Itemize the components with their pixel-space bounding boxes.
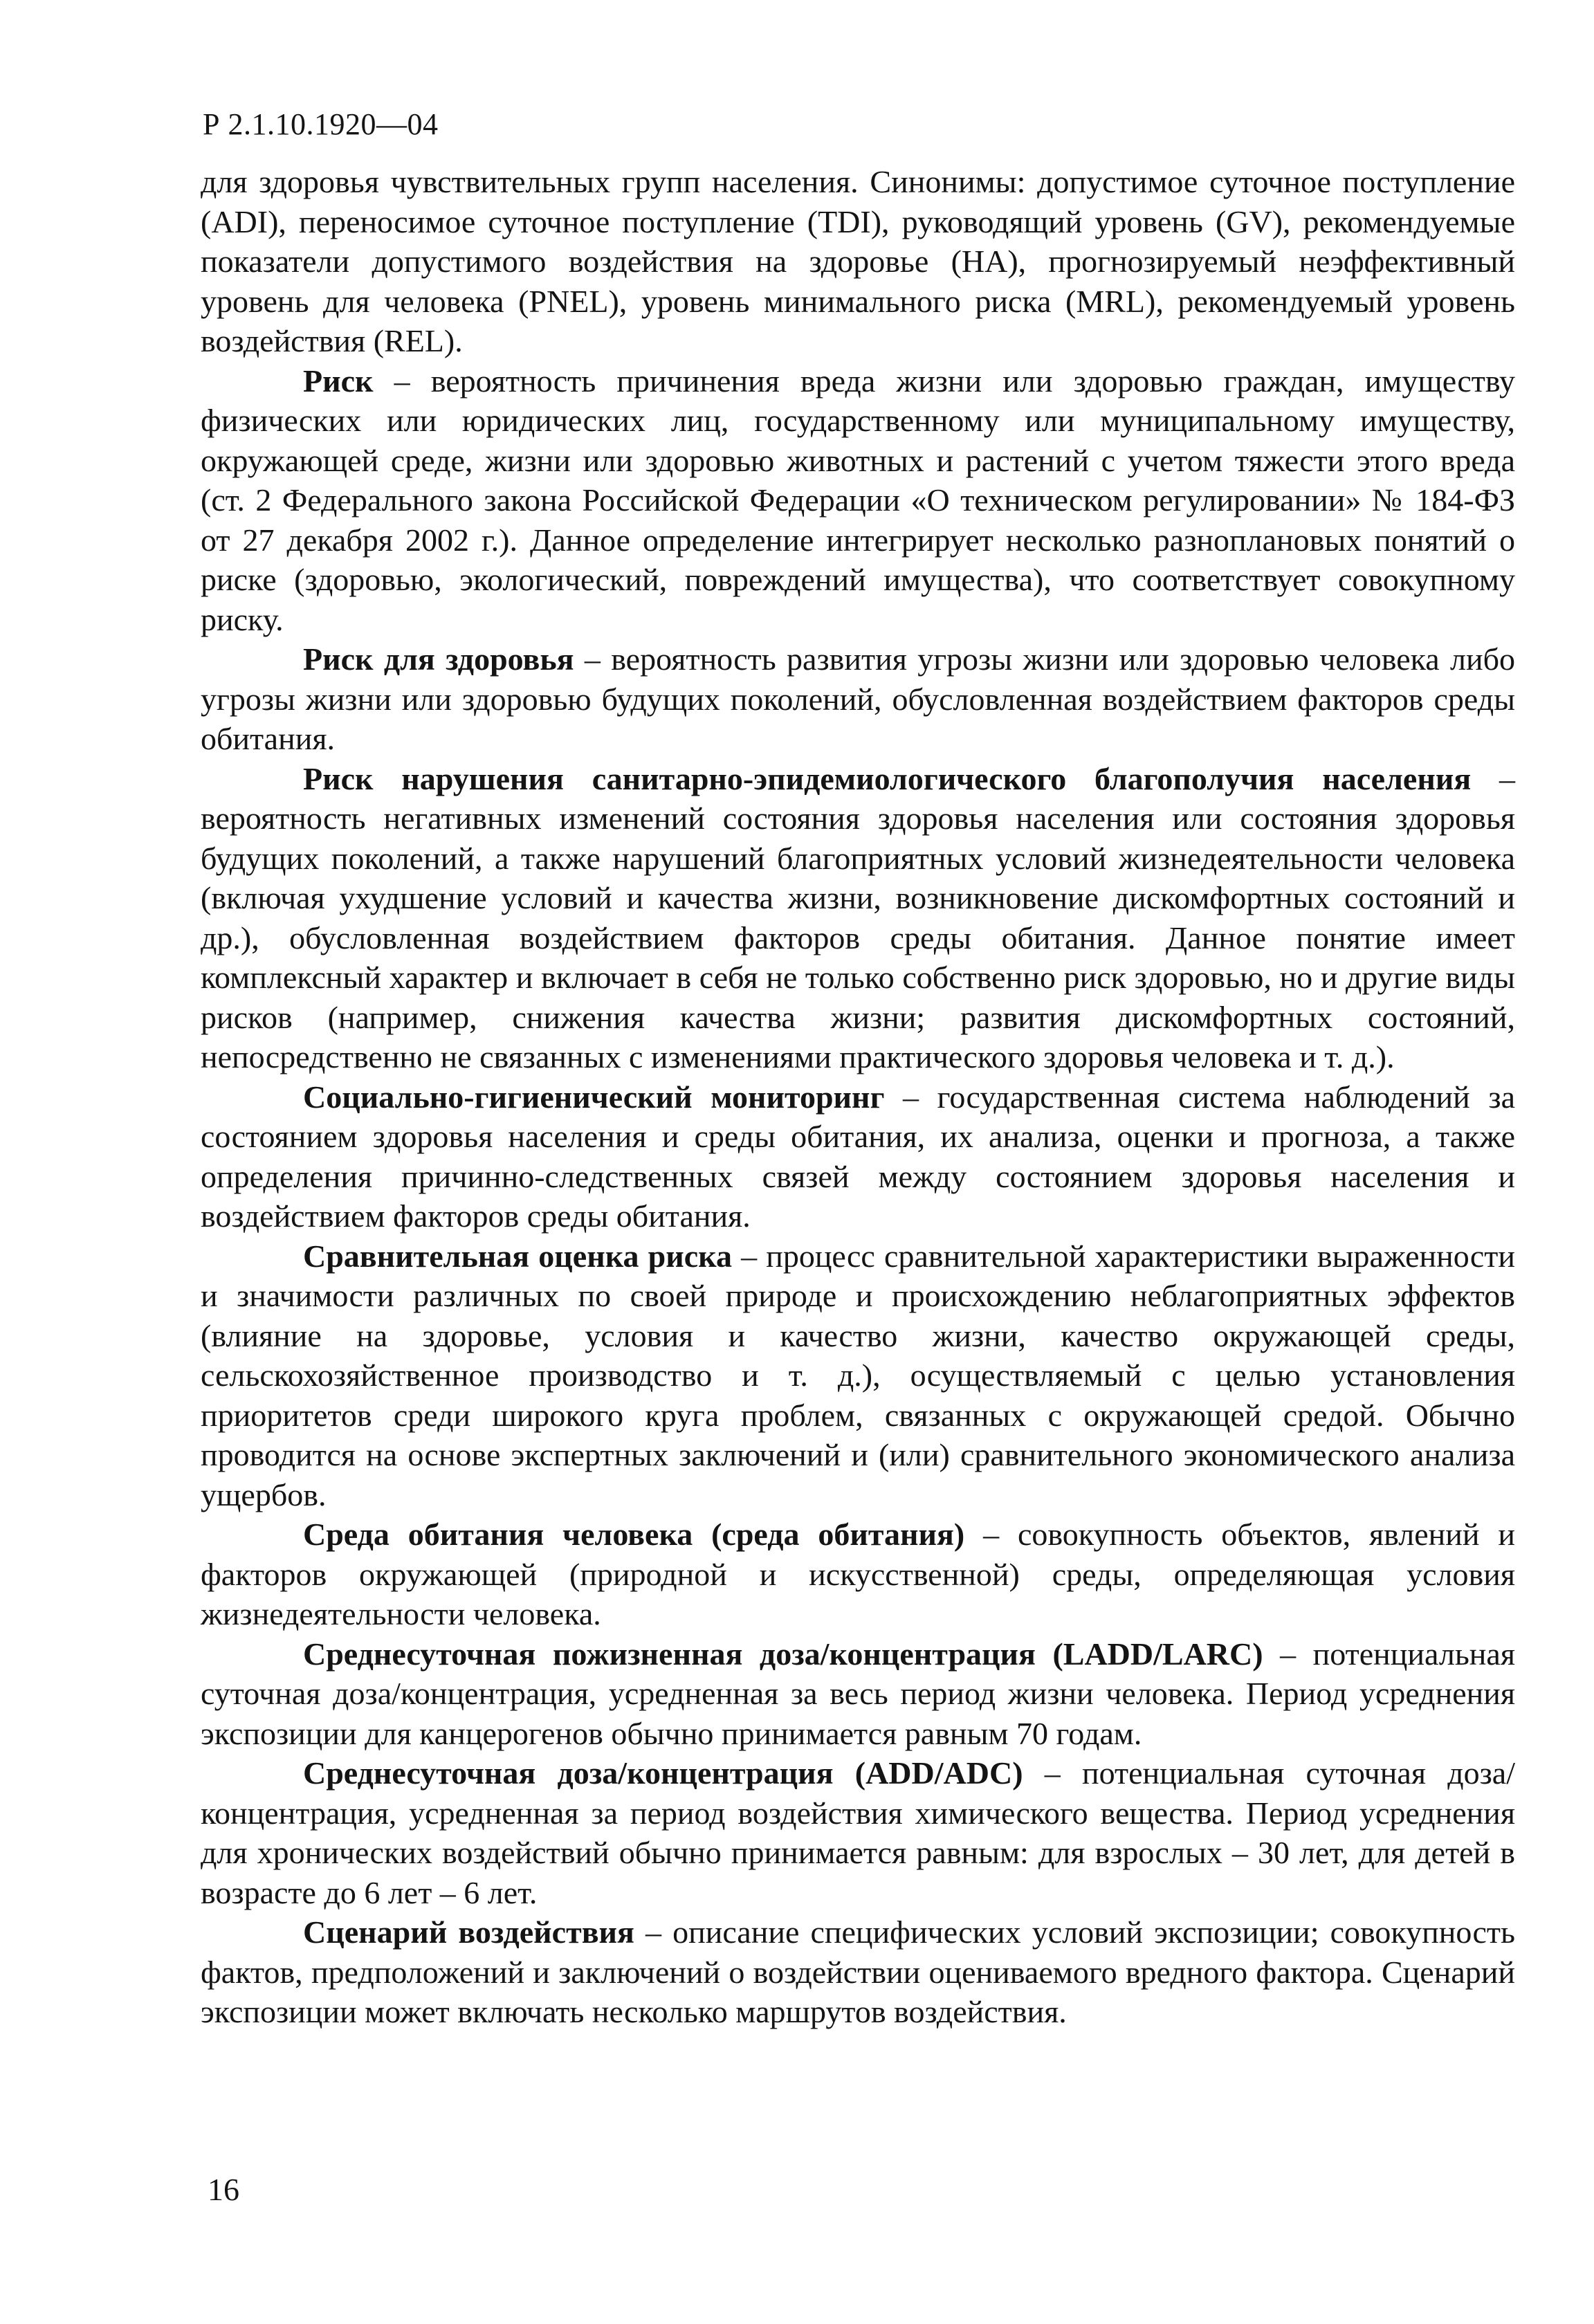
definition-text: – совокупность объектов, явлений и факторов окружающей (природной и искусственной) среды, определяющая условия жизнедеятельности человека. [201, 1517, 1515, 1631]
definition-text: – потенциальная суточная доза/концентрация, усредненная за период воздействия химического вещества. Период усреднения для хронических воздействий обычно принимается равным: для взрослых – 30 лет, для детей в возрасте до 6 лет – 6 лет. [201, 1755, 1515, 1910]
page-number: 16 [208, 2172, 239, 2207]
definition-text: – государственная система наблюдений за состоянием здоровья населения и среды обитания, их анализа, оценки и прогноза, а также определения причинно-следственных связей между состоянием здоровья населения и воздействием факторов среды обитания. [201, 1079, 1515, 1234]
definition-monitoring [201, 1077, 1515, 1236]
term-monitoring: Социально-гигиенический мониторинг [303, 1079, 885, 1115]
paragraph-text: для здоровья чувствительных групп населения. Синонимы: допустимое суточное поступление (ADI), переносимое суточное поступление (TDI), руководящий уровень (GV), рекомендуемые показатели допустимого воздействия на здоровье (HA), прогнозируемый неэффективный уровень для человека (PNEL), уровень минимального риска (MRL), рекомендуемый уровень воздействия (REL). [201, 164, 1515, 358]
definition-text: – вероятность развития угрозы жизни или здоровью человека либо угрозы жизни или здоровью будущих поколений, обусловленная воздействием факторов среды обитания. [201, 641, 1515, 756]
definition-scenario [201, 1912, 1515, 2032]
term-scenario: Сценарий воздействия [303, 1914, 634, 1950]
definition-text: – описание специфических условий экспозиции; совокупность фактов, предположений и заключений о воздействии оцениваемого вредного фактора. Сценарий экспозиции может включать несколько маршрутов воздействия. [201, 1914, 1515, 2029]
term-add: Среднесуточная доза/концентрация (ADD/ADC) [303, 1755, 1023, 1791]
term-ladd: Среднесуточная пожизненная доза/концентрация (LADD/LARC) [303, 1636, 1263, 1672]
document-header: Р 2.1.10.1920—04 [203, 107, 439, 141]
definition-sanitary-risk [201, 759, 1515, 1077]
definition-risk [201, 361, 1515, 640]
definition-health-risk [201, 639, 1515, 759]
paragraph-continuation [201, 162, 1515, 361]
term-sanitary-risk: Риск нарушения санитарно-эпидемиологического благополучия населения [303, 760, 1472, 796]
definition-ladd [201, 1634, 1515, 1754]
definition-text: – вероятность причинения вреда жизни или здоровью граждан, имуществу физических или юридических лиц, государственному или муниципальному имуществу, окружающей среде, жизни или здоровью животных и растений с учетом тяжести этого вреда (ст. 2 Федерального закона Российской Федерации «О техническом регулировании» № 184-ФЗ от 27 декабря 2002 г.). Данное определение интегрирует несколько разноплановых понятий о риске (здоровью, экологический, повреждений имущества), что соответствует совокупному риску. [201, 363, 1515, 637]
definition-text: – процесс сравнительной характеристики выраженности и значимости различных по своей природе и происхождению неблагоприятных эффектов (влияние на здоровье, условия и качество жизни, качество окружающей среды, сельскохозяйственное производство и т. д.), осуществляемый с целью установления приоритетов среди широкого круга проблем, связанных с окружающей средой. Обычно проводится на основе экспертных заключений и (или) сравнительного экономического анализа ущербов. [201, 1238, 1516, 1512]
definition-environment [201, 1515, 1515, 1634]
definition-text: – потенциальная суточная доза/концентрация, усредненная за весь период жизни человека. Период усреднения экспозиции для канцерогенов обычно принимается равным 70 годам. [201, 1636, 1515, 1751]
term-environment: Среда обитания человека (среда обитания) [303, 1517, 965, 1552]
term-health-risk: Риск для здоровья [303, 641, 574, 677]
definition-text: – вероятность негативных изменений состояния здоровья населения или состояния здоровья будущих поколений, а также нарушений благоприятных условий жизнедеятельности человека (включая ухудшение условий и качества жизни, возникновение дискомфортных состояний и др.), обусловленная воздействием факторов среды обитания. Данное понятие имеет комплексный характер и включает в себя не только собственно риск здоровью, но и другие виды рисков (например, снижения качества жизни; развития дискомфортных состояний, непосредственно не связанных с изменениями практического здоровья человека и т. д.). [201, 760, 1515, 1074]
document-body [201, 162, 1515, 2032]
term-risk: Риск [303, 363, 374, 399]
definition-add [201, 1753, 1515, 1912]
term-comparative-assessment: Сравнительная оценка риска [303, 1238, 732, 1274]
definition-comparative-assessment [201, 1236, 1515, 1515]
